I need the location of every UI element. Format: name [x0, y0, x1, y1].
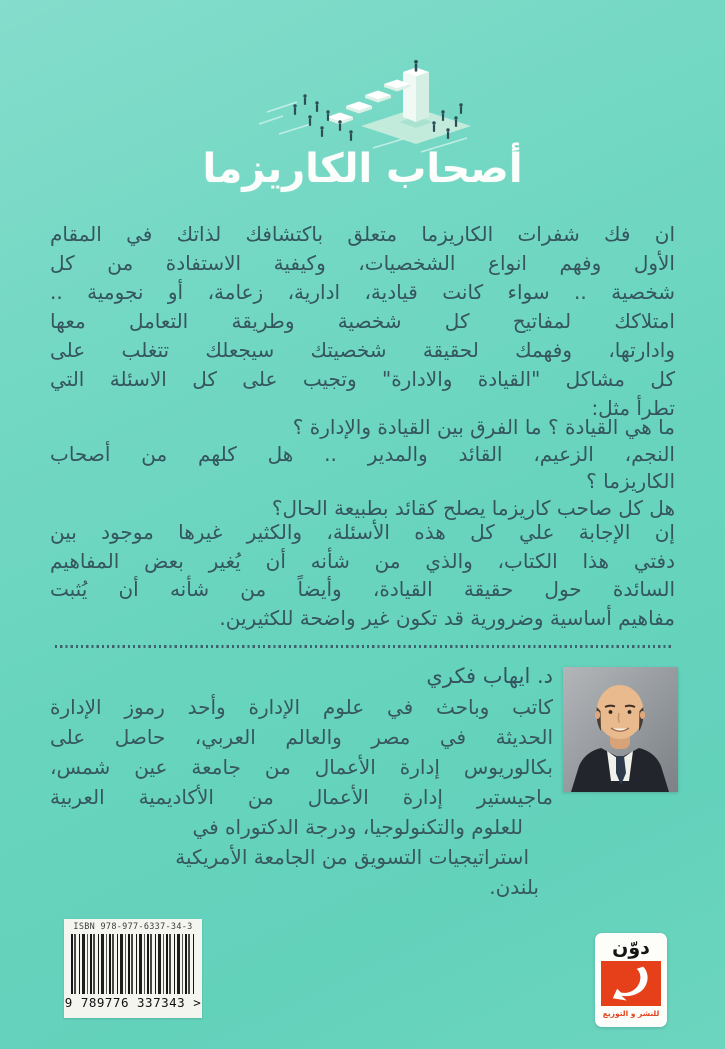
isbn-number: 9 789776 337343 >	[64, 995, 202, 1010]
publisher-name: دوّن	[612, 937, 650, 959]
author-name: د. ايهاب فكري	[426, 664, 553, 688]
isbn-barcode	[64, 919, 202, 1018]
question-line: ما هي القيادة ؟ ما الفرق بين القيادة والإدارة ؟	[292, 415, 675, 439]
publisher-tagline: للنشر و التوزيع	[602, 1009, 660, 1018]
publisher-mark-icon	[601, 961, 661, 1006]
author-bio-line: بكالوريوس إدارة الأعمال من جامعة عين شمس،	[50, 755, 553, 779]
book-title: أصحاب الكاريزما	[202, 146, 523, 192]
question-line: هل كل صاحب كاريزما يصلح كقائد بطبيعة الحال؟	[271, 496, 675, 520]
blurb-line: السائدة حول حقيقة القيادة، وأيضاً من شأنه أن يُثبت	[50, 577, 675, 601]
blurb-line: شخصية .. سواء كانت قيادية، ادارية، زعامة، أو نجومية ..	[50, 280, 675, 304]
blurb-line: كل مشاكل "القيادة والادارة" وتجيب على كل الاسئلة التي	[50, 367, 675, 391]
blurb-line: دفتي هذا الكتاب، والذي من شأنه أن يُغير بعض المفاهيم	[50, 548, 675, 573]
publisher-logo	[595, 933, 667, 1027]
author-bio-line: للعلوم والتكنولوجيا، ودرجة الدكتوراه في	[192, 815, 523, 839]
blurb-paragraph-1	[50, 220, 675, 423]
blurb-line: ان فك شفرات الكاريزما متعلق باكتشافك لذاتك في المقام	[50, 222, 675, 246]
isbn-label: ISBN 978-977-6337-34-3	[73, 922, 193, 932]
blurb-questions	[50, 414, 675, 522]
blurb-line: وادارتها، وفهمك لحقيقة شخصيتك سيجعلك تتغلب على	[50, 338, 675, 362]
blurb-line: مفاهيم أساسية وضرورية قد تكون غير واضحة للكثيرين.	[219, 605, 675, 630]
author-bio-line: ماجيستير إدارة الأعمال من الأكاديمية العربية	[50, 785, 553, 809]
barcode-bars	[71, 934, 195, 994]
author-section	[50, 660, 553, 902]
author-bio-line: بلندن.	[489, 875, 539, 899]
blurb-paragraph-2	[50, 518, 675, 632]
author-bio-line: استراتيجيات التسويق من الجامعة الأمريكية	[175, 845, 529, 869]
question-line: النجم، الزعيم، القائد والمدير .. هل كلهم من أصحاب	[50, 442, 675, 466]
author-bio-line: الحديثة في مصر والعالم العربي، حاصل على	[50, 725, 553, 749]
blurb-line: امتلاكك لمفاتيح كل شخصية وطريقة التعامل معها	[50, 309, 675, 333]
dotted-divider	[55, 645, 672, 648]
question-line: الكاريزما ؟	[586, 469, 675, 493]
author-photo	[563, 667, 678, 792]
blurb-line: الأول وفهم انواع الشخصيات، وكيفية الاستفادة من كل	[50, 251, 675, 275]
staircase-people-illustration	[253, 60, 473, 160]
blurb-line: تطرأ مثل:	[591, 396, 675, 420]
author-bio-line: كاتب وباحث في علوم الإدارة وأحد رموز الإدارة	[50, 695, 553, 719]
blurb-line: إن الإجابة علي كل هذه الأسئلة، والكثير غيرها موجود بين	[50, 520, 675, 544]
